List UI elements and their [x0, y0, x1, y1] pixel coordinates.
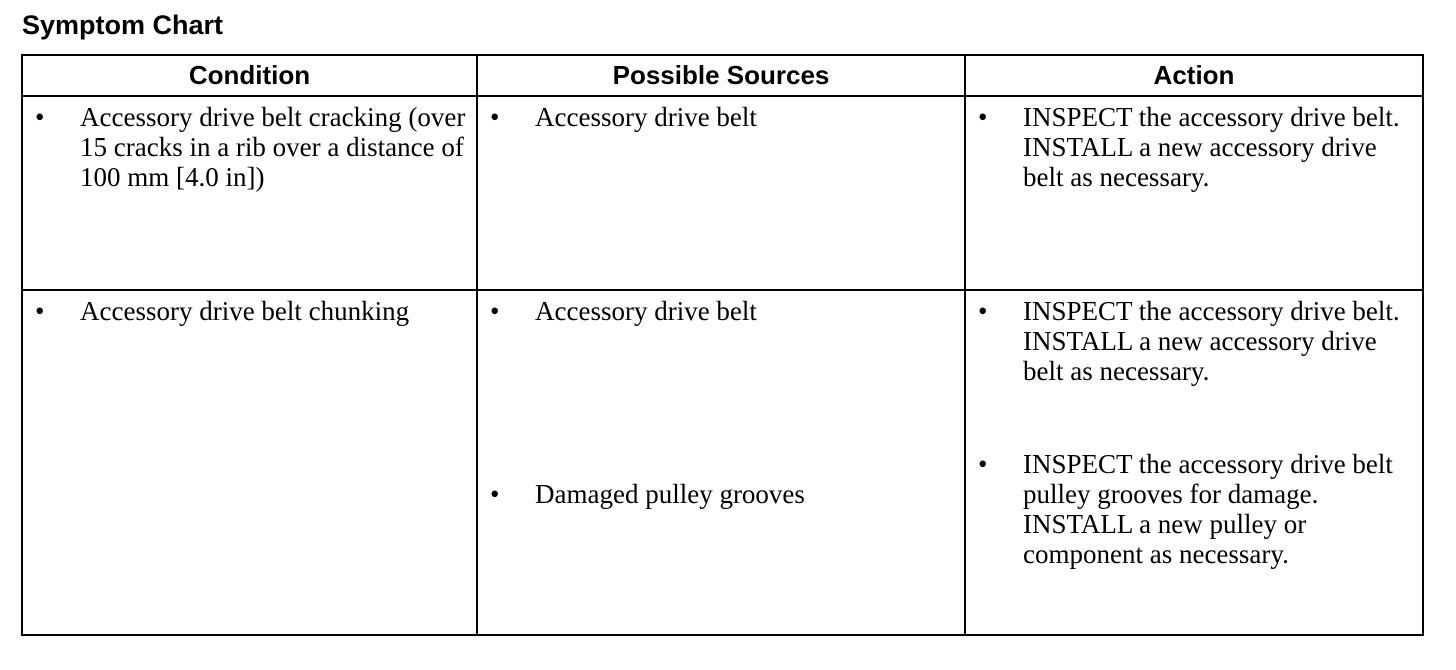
- list-item: [966, 449, 1422, 569]
- source-text: Accessory drive belt: [535, 102, 757, 132]
- condition-cell: [22, 290, 477, 635]
- source-text: Accessory drive belt: [535, 296, 757, 326]
- header-action: Action: [965, 55, 1423, 96]
- action-cell: [965, 290, 1423, 635]
- bullet: •: [978, 102, 988, 132]
- action-text: INSPECT the accessory drive belt pulley grooves for damage. INSTALL a new pulley or component as necessary.: [1023, 449, 1393, 569]
- source-text: Damaged pulley grooves: [535, 479, 805, 509]
- page-title: Symptom Chart: [22, 10, 224, 40]
- header-condition: Condition: [22, 55, 477, 96]
- table-row: [22, 96, 1423, 290]
- action-text: INSPECT the accessory drive belt. INSTALL a new accessory drive belt as necessary.: [1023, 296, 1400, 386]
- header-possible-sources: Possible Sources: [477, 55, 965, 96]
- bullet: •: [490, 102, 500, 132]
- sources-cell: [477, 290, 965, 635]
- condition-text: Accessory drive belt chunking: [80, 296, 410, 326]
- list-item: [23, 296, 476, 326]
- table-row: [22, 290, 1423, 635]
- list-item: [966, 102, 1422, 192]
- list-item: [478, 296, 964, 326]
- sources-cell: [477, 96, 965, 290]
- list-item: [478, 479, 964, 509]
- bullet: •: [35, 102, 45, 132]
- bullet: •: [490, 296, 500, 326]
- condition-cell: [22, 96, 477, 290]
- action-text: INSPECT the accessory drive belt. INSTALL a new accessory drive belt as necessary.: [1023, 102, 1400, 192]
- list-item: [23, 102, 476, 192]
- list-item: [966, 296, 1422, 386]
- action-cell: [965, 96, 1423, 290]
- table-header-row: [22, 55, 1423, 96]
- list-item: [478, 102, 964, 132]
- bullet: •: [490, 479, 500, 509]
- condition-text: Accessory drive belt cracking (over 15 cracks in a rib over a distance of 100 mm [4.0 in]): [80, 102, 466, 192]
- symptom-chart-table: [21, 54, 1424, 636]
- bullet: •: [35, 296, 45, 326]
- bullet: •: [978, 296, 988, 326]
- bullet: •: [978, 449, 988, 479]
